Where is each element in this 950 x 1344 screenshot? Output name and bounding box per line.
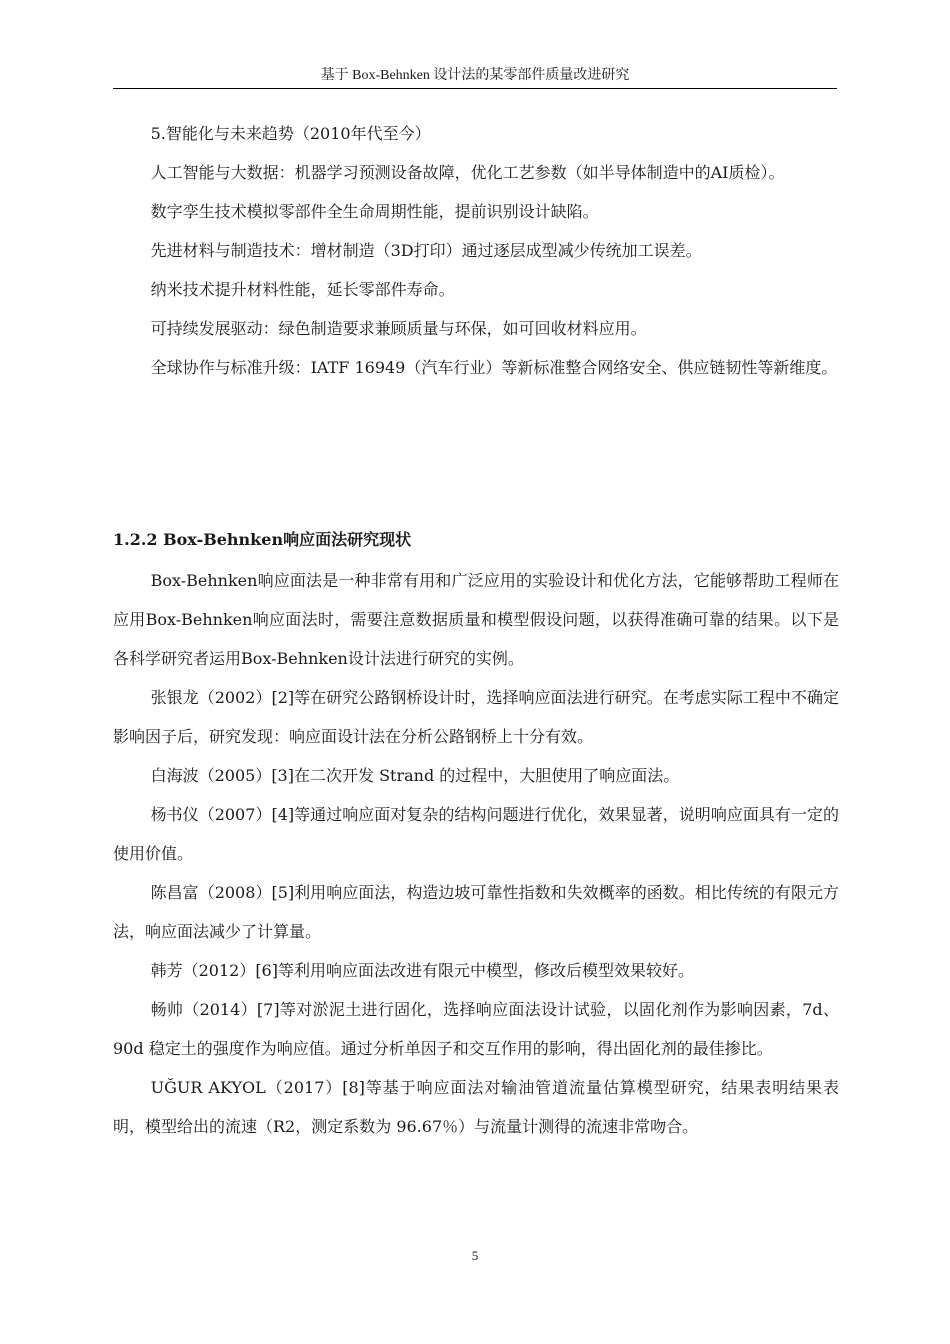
subsection-title: 5.智能化与未来趋势（2010年代至今）	[150, 124, 431, 143]
paragraph-akyol: UĞUR AKYOL（2017）[8]等基于响应面法对输油管道流量估算模型研究，结果表明结果表明，模型给出的流速（R2，测定系数为 96.67％）与流量计测得的流速非常吻合。	[113, 1078, 839, 1136]
paragraph-sustainability: 可持续发展驱动：绿色制造要求兼顾质量与环保，如可回收材料应用。	[150, 319, 647, 338]
paragraph-global-standards: 全球协作与标准升级：IATF 16949（汽车行业）等新标准整合网络安全、供应链韧性等新维度。	[150, 358, 838, 377]
paragraph-advanced-materials: 先进材料与制造技术：增材制造（3D打印）通过逐层成型减少传统加工误差。	[150, 241, 702, 260]
paragraph-chen: 陈昌富（2008）[5]利用响应面法，构造边坡可靠性指数和失效概率的函数。相比传统的有限元方法，响应面法减少了计算量。	[113, 883, 839, 941]
paragraph-zhang: 张银龙（2002）[2]等在研究公路钢桥设计时，选择响应面法进行研究。在考虑实际工程中不确定影响因子后，研究发现：响应面设计法在分析公路钢桥上十分有效。	[113, 688, 839, 746]
header-divider	[113, 88, 837, 89]
paragraph-intro: Box-Behnken响应面法是一种非常有用和广泛应用的实验设计和优化方法，它能够帮助工程师在应用Box-Behnken响应面法时，需要注意数据质量和模型假设问题，以获得准确可靠的结果。以下是各科学研究者运用Box-Behnken设计法进行研究的实例。	[113, 571, 839, 668]
paragraph-nanotech: 纳米技术提升材料性能，延长零部件寿命。	[150, 280, 455, 299]
section-future-trends	[113, 114, 839, 387]
section-heading: 1.2.2 Box-Behnken响应面法研究现状	[113, 530, 412, 549]
paragraph-digital-twin: 数字孪生技术模拟零部件全生命周期性能，提前识别设计缺陷。	[150, 202, 599, 221]
paragraph-han: 韩芳（2012）[6]等利用响应面法改进有限元中模型，修改后模型效果较好。	[150, 961, 694, 980]
paragraph-chang: 畅帅（2014）[7]等对淤泥土进行固化，选择响应面法设计试验，以固化剂作为影响因素，7d、90d 稳定土的强度作为响应值。通过分析单因子和交互作用的影响，得出固化剂的最佳掺比。	[113, 1000, 839, 1058]
running-header: 基于 Box-Behnken 设计法的某零部件质量改进研究	[320, 68, 630, 83]
section-rsm-research	[113, 561, 839, 1146]
page-number: 5	[471, 1248, 479, 1263]
paragraph-yang: 杨书仪（2007）[4]等通过响应面对复杂的结构问题进行优化，效果显著，说明响应面具有一定的使用价值。	[113, 805, 839, 863]
paragraph-ai-bigdata: 人工智能与大数据：机器学习预测设备故障，优化工艺参数（如半导体制造中的AI质检）。	[150, 163, 785, 182]
paragraph-bai: 白海波（2005）[3]在二次开发 Strand 的过程中，大胆使用了响应面法。	[150, 766, 680, 785]
